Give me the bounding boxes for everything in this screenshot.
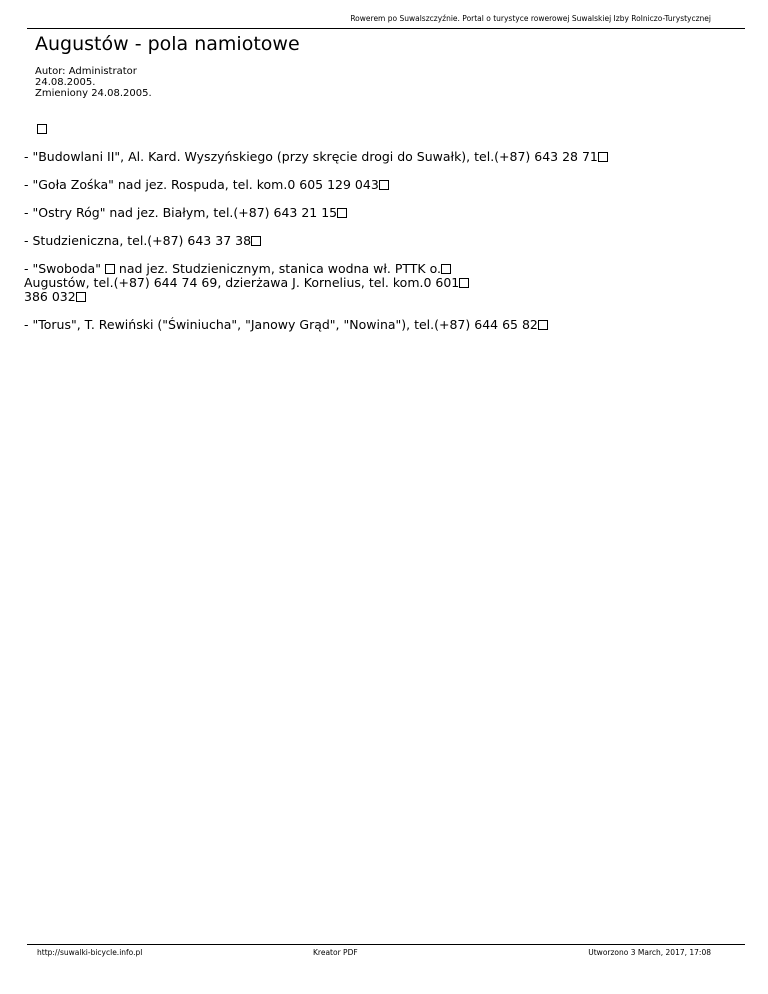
- entry-text: Augustów, tel.(+87) 644 74 69, dzierżawa J. Kornelius, tel. kom.0 601: [24, 275, 460, 290]
- footer-url: http://suwalki-bicycle.info.pl: [37, 948, 143, 957]
- footer-divider: [27, 944, 745, 945]
- entry-text: - "Torus", T. Rewiński ("Świniucha", "Janowy Grąd", "Nowina"), tel.(+87) 644 65 82: [24, 317, 538, 332]
- entry-text: - Studzieniczna, tel.(+87) 643 37 38: [24, 233, 252, 248]
- entry-text: - "Ostry Róg" nad jez. Białym, tel.(+87) 643 21 15: [24, 205, 338, 220]
- list-item: [24, 318, 724, 332]
- missing-glyph-icon: [441, 264, 451, 274]
- entry-text: - "Budowlani II", Al. Kard. Wyszyńskiego (przy skręcie drogi do Suwałk), tel.(+87) 643 28 71: [24, 149, 598, 164]
- missing-glyph-icon: [459, 278, 469, 288]
- missing-glyph-icon: [379, 180, 389, 190]
- header-divider: [27, 28, 745, 29]
- entry-text: - "Goła Zośka" nad jez. Rospuda, tel. kom.0 605 129 043: [24, 177, 379, 192]
- list-item: [24, 206, 724, 220]
- footer-generator: Kreator PDF: [313, 948, 358, 957]
- missing-glyph-icon: [76, 292, 86, 302]
- site-header: Rowerem po Suwalszczyźnie. Portal o turystyce rowerowej Suwalskiej Izby Rolniczo-Turystycznej: [350, 14, 711, 23]
- missing-glyph-icon: [538, 320, 548, 330]
- entry-text: 386 032: [24, 289, 76, 304]
- missing-glyph-icon: [251, 236, 261, 246]
- list-item: [24, 262, 724, 304]
- missing-glyph-icon: [598, 152, 608, 162]
- missing-glyph-icon: [105, 264, 115, 274]
- article-body: [24, 122, 724, 332]
- list-item: [24, 178, 724, 192]
- author-line: Autor: Administrator: [35, 66, 137, 77]
- list-item: [24, 122, 724, 136]
- list-item: [24, 234, 724, 248]
- created-date: 24.08.2005.: [35, 77, 96, 88]
- footer-created: Utworzono 3 March, 2017, 17:08: [588, 948, 711, 957]
- list-item: [24, 150, 724, 164]
- missing-glyph-icon: [337, 208, 347, 218]
- page-title: Augustów - pola namiotowe: [35, 33, 300, 55]
- missing-glyph-icon: [37, 124, 47, 134]
- entry-text: - "Swoboda": [24, 261, 105, 276]
- entry-text: nad jez. Studzienicznym, stanica wodna wł. PTTK o.: [114, 261, 441, 276]
- modified-date: Zmieniony 24.08.2005.: [35, 88, 152, 99]
- article-meta: [35, 66, 152, 99]
